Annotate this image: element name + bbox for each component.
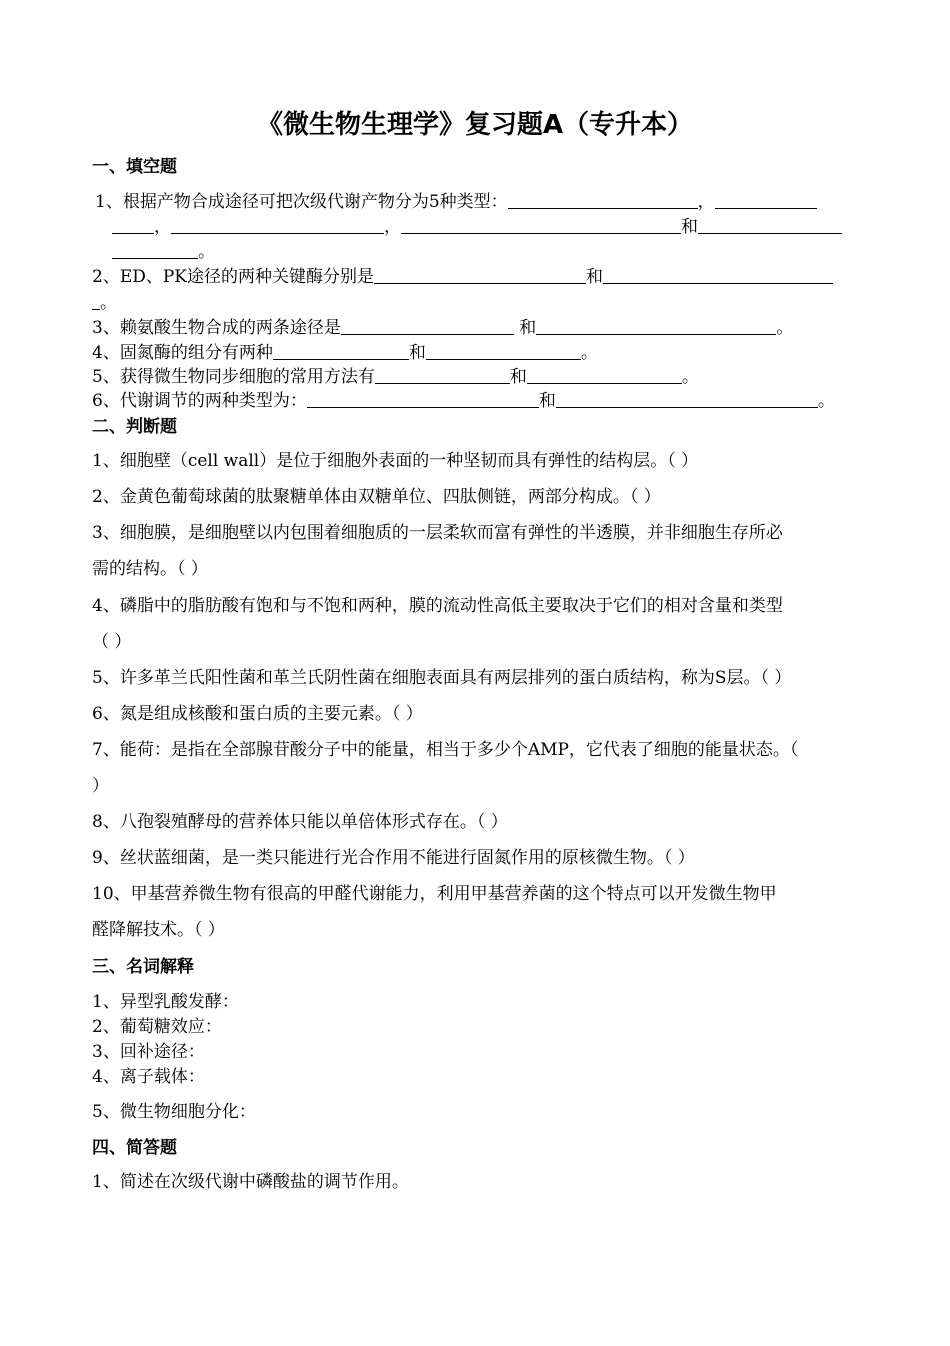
section-heading-definitions: 三、名词解释 — [92, 957, 194, 977]
blank — [307, 393, 539, 408]
blank — [536, 320, 776, 335]
judge-item-continued: 醛降解技术。（ ） — [92, 920, 225, 940]
judge-item: 6、氮是组成核酸和蛋白质的主要元素。（ ） — [92, 704, 423, 724]
definition-item: 4、离子载体： — [92, 1067, 205, 1087]
blank — [112, 244, 198, 259]
judge-item: 5、许多革兰氏阳性菌和革兰氏阴性菌在细胞表面具有两层排列的蛋白质结构，称为S层。（ ） — [92, 668, 792, 688]
question-6: 6、代谢调节的两种类型为： 和 。 — [92, 391, 835, 411]
question-1-text: 1、根据产物合成途径可把次级代谢产物分为5种类型： — [95, 192, 508, 212]
judge-item: 8、八孢裂殖酵母的营养体只能以单倍体形式存在。（ ） — [92, 812, 508, 832]
blank — [556, 393, 818, 408]
blank — [715, 194, 817, 209]
question-3-text: 3、赖氨酸生物合成的两条途径是 — [92, 318, 341, 338]
judge-item-continued: （ ） — [92, 632, 132, 652]
question-4-text: 4、固氮酶的组分有两种 — [92, 343, 273, 363]
definition-item: 5、微生物细胞分化： — [92, 1102, 256, 1122]
judge-item: 9、丝状蓝细菌，是一类只能进行光合作用不能进行固氮作用的原核微生物。（ ） — [92, 848, 695, 868]
section-heading-true-false: 二、判断题 — [92, 417, 177, 437]
question-1-line-1: 1、根据产物合成途径可把次级代谢产物分为5种类型： ， — [95, 187, 865, 212]
judge-item: 7、能荷：是指在全部腺苷酸分子中的能量，相当于多少个AMP，它代表了细胞的能量状态。（ — [92, 740, 799, 760]
question-6-text: 6、代谢调节的两种类型为： — [92, 391, 307, 411]
blank — [171, 219, 384, 234]
question-2-line-2: 。 — [92, 288, 862, 313]
blank — [401, 219, 681, 234]
definition-item: 2、葡萄糖效应： — [92, 1017, 222, 1037]
section-heading-short-answer: 四、简答题 — [92, 1138, 177, 1158]
question-5: 5、获得微生物同步细胞的常用方法有 和 。 — [92, 367, 699, 387]
blank — [112, 219, 154, 234]
question-2-text: 2、ED、PK途径的两种关键酶分别是 — [92, 267, 374, 287]
question-3: 3、赖氨酸生物合成的两条途径是 和 。 — [92, 318, 794, 338]
judge-item-continued: ） — [92, 776, 109, 796]
blank — [273, 345, 409, 360]
question-5-text: 5、获得微生物同步细胞的常用方法有 — [92, 367, 375, 387]
judge-item-continued: 需的结构。（ ） — [92, 559, 208, 579]
blank — [603, 269, 833, 284]
blank — [527, 369, 682, 384]
judge-item: 2、金黄色葡萄球菌的肽聚糖单体由双糖单位、四肽侧链，两部分构成。（ ） — [92, 487, 661, 507]
blank — [508, 194, 698, 209]
question-4: 4、固氮酶的组分有两种 和 。 — [92, 343, 598, 363]
blank — [92, 295, 100, 310]
definition-item: 1、异型乳酸发酵： — [92, 992, 239, 1012]
question-1-line-3: 。 — [112, 237, 882, 262]
question-1-line-2: ， ， 和 — [112, 212, 882, 237]
blank — [341, 320, 514, 335]
judge-item: 4、磷脂中的脂肪酸有饱和与不饱和两种，膜的流动性高低主要取决于它们的相对含量和类型 — [92, 596, 783, 616]
blank — [698, 219, 842, 234]
page-title: 《微生物生理学》复习题A（专升本） — [256, 110, 694, 140]
short-answer-item: 1、简述在次级代谢中磷酸盐的调节作用。 — [92, 1172, 409, 1192]
section-heading-fill-blank: 一、填空题 — [92, 157, 177, 177]
blank — [375, 369, 510, 384]
judge-item: 3、细胞膜，是细胞壁以内包围着细胞质的一层柔软而富有弹性的半透膜，并非细胞生存所必 — [92, 523, 783, 543]
question-2-line-1: 2、ED、PK途径的两种关键酶分别是 和 — [92, 262, 862, 287]
blank — [374, 269, 586, 284]
judge-item: 10、甲基营养微生物有很高的甲醛代谢能力，利用甲基营养菌的这个特点可以开发微生物甲 — [92, 884, 777, 904]
definition-item: 3、回补途径： — [92, 1042, 205, 1062]
blank — [426, 345, 581, 360]
judge-item: 1、细胞壁（cell wall）是位于细胞外表面的一种坚韧而具有弹性的结构层。（ ） — [92, 451, 699, 471]
